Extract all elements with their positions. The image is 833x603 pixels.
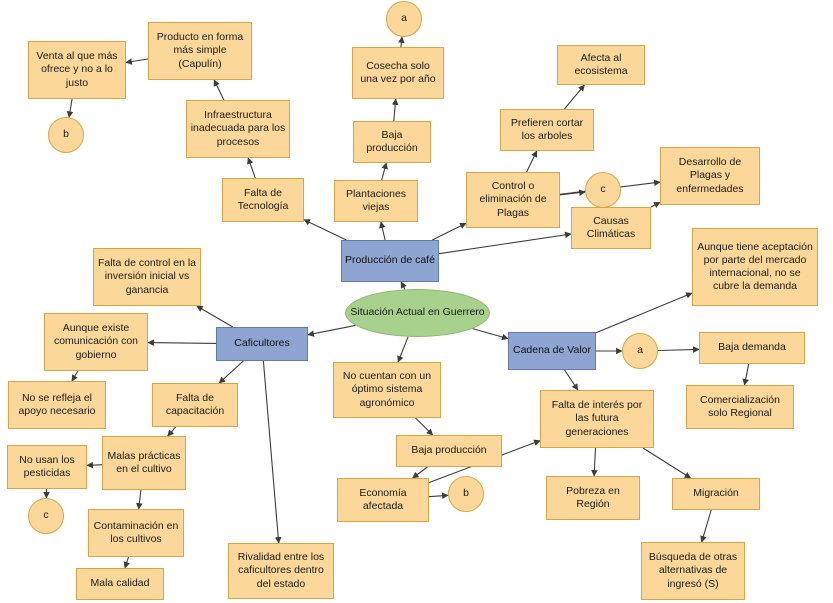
edge-falta_interes-to-pobreza [594, 448, 595, 476]
node-baja_prod_top[interactable]: Baja producción [353, 121, 431, 163]
node-economia[interactable]: Economía afectada [337, 478, 429, 522]
node-produccion[interactable]: Producción de café [341, 240, 439, 282]
edge-centro-to-produccion [401, 282, 405, 289]
node-desarrollo[interactable]: Desarrollo de Plagas y enfermedades [660, 147, 760, 205]
node-c_bottom[interactable]: c [28, 498, 64, 534]
edge-caficultores-to-aunque_existe [148, 343, 216, 344]
node-falta_cap[interactable]: Falta de capacitación [152, 383, 238, 427]
edge-produccion-to-falta_tec [304, 220, 346, 240]
node-falta_interes[interactable]: Falta de interés por las futura generaciones [540, 390, 654, 448]
node-c_right[interactable]: c [585, 172, 621, 208]
edge-a_right-to-baja_demanda [658, 349, 699, 350]
node-b_bottom[interactable]: b [448, 476, 484, 512]
edge-produccion-to-causas [439, 234, 571, 254]
node-causas[interactable]: Causas Climáticas [571, 207, 651, 249]
edge-control-to-c_right [560, 192, 585, 195]
node-cosecha[interactable]: Cosecha solo una vez por año [352, 47, 444, 99]
node-cadena[interactable]: Cadena de Valor [508, 332, 596, 370]
edge-baja_prod_bottom-to-economia [413, 467, 428, 478]
node-malas[interactable]: Malas prácticas en el cultivo [102, 436, 186, 490]
edge-venta-to-b_left [69, 99, 72, 117]
edge-control-to-prefieren [527, 151, 537, 172]
edge-cadena-to-falta_interes [565, 370, 578, 390]
node-rivalidad[interactable]: Rivalidad entre los caficultores dentro del estado [228, 543, 334, 599]
edge-falta_cap-to-malas [168, 427, 176, 436]
node-no_cuentan[interactable]: No cuentan con un óptimo sistema agronómico [333, 362, 441, 418]
node-no_usan[interactable]: No usan los pesticidas [7, 445, 87, 489]
edge-baja_prod_top-to-cosecha [394, 99, 396, 121]
edge-falta_tec-to-infra [248, 158, 255, 178]
edge-migracion-to-busqueda [702, 510, 712, 542]
edge-malas-to-contaminacion [139, 490, 141, 509]
edge-contaminacion-to-mala_calidad [125, 557, 129, 568]
edge-causas-to-desarrollo [651, 202, 660, 207]
node-baja_prod_bottom[interactable]: Baja producción [396, 435, 502, 467]
node-b_left[interactable]: b [48, 117, 84, 153]
edge-caficultores-to-rivalidad [263, 361, 278, 543]
edge-cosecha-to-a_top [401, 37, 402, 47]
edge-producto-to-venta [126, 59, 148, 62]
node-no_refleja[interactable]: No se refleja el apoyo necesario [8, 381, 106, 429]
edge-centro-to-no_cuentan [398, 337, 408, 362]
node-a_right[interactable]: a [622, 333, 658, 369]
node-falta_tec[interactable]: Falta de Tecnología [222, 178, 304, 222]
node-afecta_eco[interactable]: Afecta al ecosistema [557, 45, 645, 85]
edge-produccion-to-control [432, 223, 466, 240]
edge-caficultores-to-falta_control [197, 306, 233, 327]
edge-centro-to-cadena [473, 329, 508, 339]
node-control[interactable]: Control o eliminación de Plagas [466, 172, 560, 228]
edge-no_cuentan-to-baja_prod_bottom [416, 418, 433, 435]
edge-produccion-to-plantaciones [381, 222, 385, 240]
edge-caficultores-to-falta_cap [219, 361, 243, 383]
node-aunque_tiene[interactable]: Aunque tiene aceptación por parte del mercado internacional, no se cubre la demanda [692, 228, 818, 306]
node-falta_control[interactable]: Falta de control en la inversión inicial vs ganancia [93, 248, 201, 306]
node-comercializacion[interactable]: Comercialización solo Regional [686, 385, 794, 429]
edge-baja_demanda-to-comercializacion [745, 364, 749, 385]
edge-falta_interes-to-migracion [643, 448, 691, 478]
edge-malas-to-no_usan [87, 465, 102, 466]
node-busqueda[interactable]: Búsqueda de otras alternativas de ingresó (S) [641, 542, 745, 600]
node-infra[interactable]: Infraestructura inadecuada para los procesos [186, 100, 290, 158]
node-caficultores[interactable]: Caficultores [216, 327, 308, 361]
node-contaminacion[interactable]: Contaminación en los cultivos [88, 509, 184, 557]
node-pobreza[interactable]: Pobreza en Región [546, 476, 640, 520]
node-centro[interactable]: Situación Actual en Guerrero [345, 289, 490, 337]
node-producto[interactable]: Producto en forma más simple (Capulín) [148, 22, 252, 80]
edge-centro-to-caficultores [308, 325, 355, 334]
edge-cadena-to-aunque_tiene [596, 293, 692, 333]
node-plantaciones[interactable]: Plantaciones viejas [334, 180, 418, 222]
edge-plantaciones-to-baja_prod_top [382, 163, 387, 180]
node-mala_calidad[interactable]: Mala calidad [76, 568, 164, 600]
edge-economia-to-b_bottom [429, 495, 448, 496]
node-a_top[interactable]: a [386, 1, 422, 37]
edge-aunque_existe-to-no_refleja [72, 371, 78, 381]
edge-prefieren-to-afecta_eco [564, 85, 584, 109]
node-migracion[interactable]: Migración [672, 478, 760, 510]
node-baja_demanda[interactable]: Baja demanda [699, 332, 805, 364]
node-prefieren[interactable]: Prefieren cortar los arboles [500, 109, 594, 151]
node-venta[interactable]: Venta al que más ofrece y no a lo justo [28, 41, 126, 99]
node-aunque_existe[interactable]: Aunque existe comunicación con gobierno [44, 313, 148, 371]
edge-infra-to-producto [214, 80, 224, 100]
